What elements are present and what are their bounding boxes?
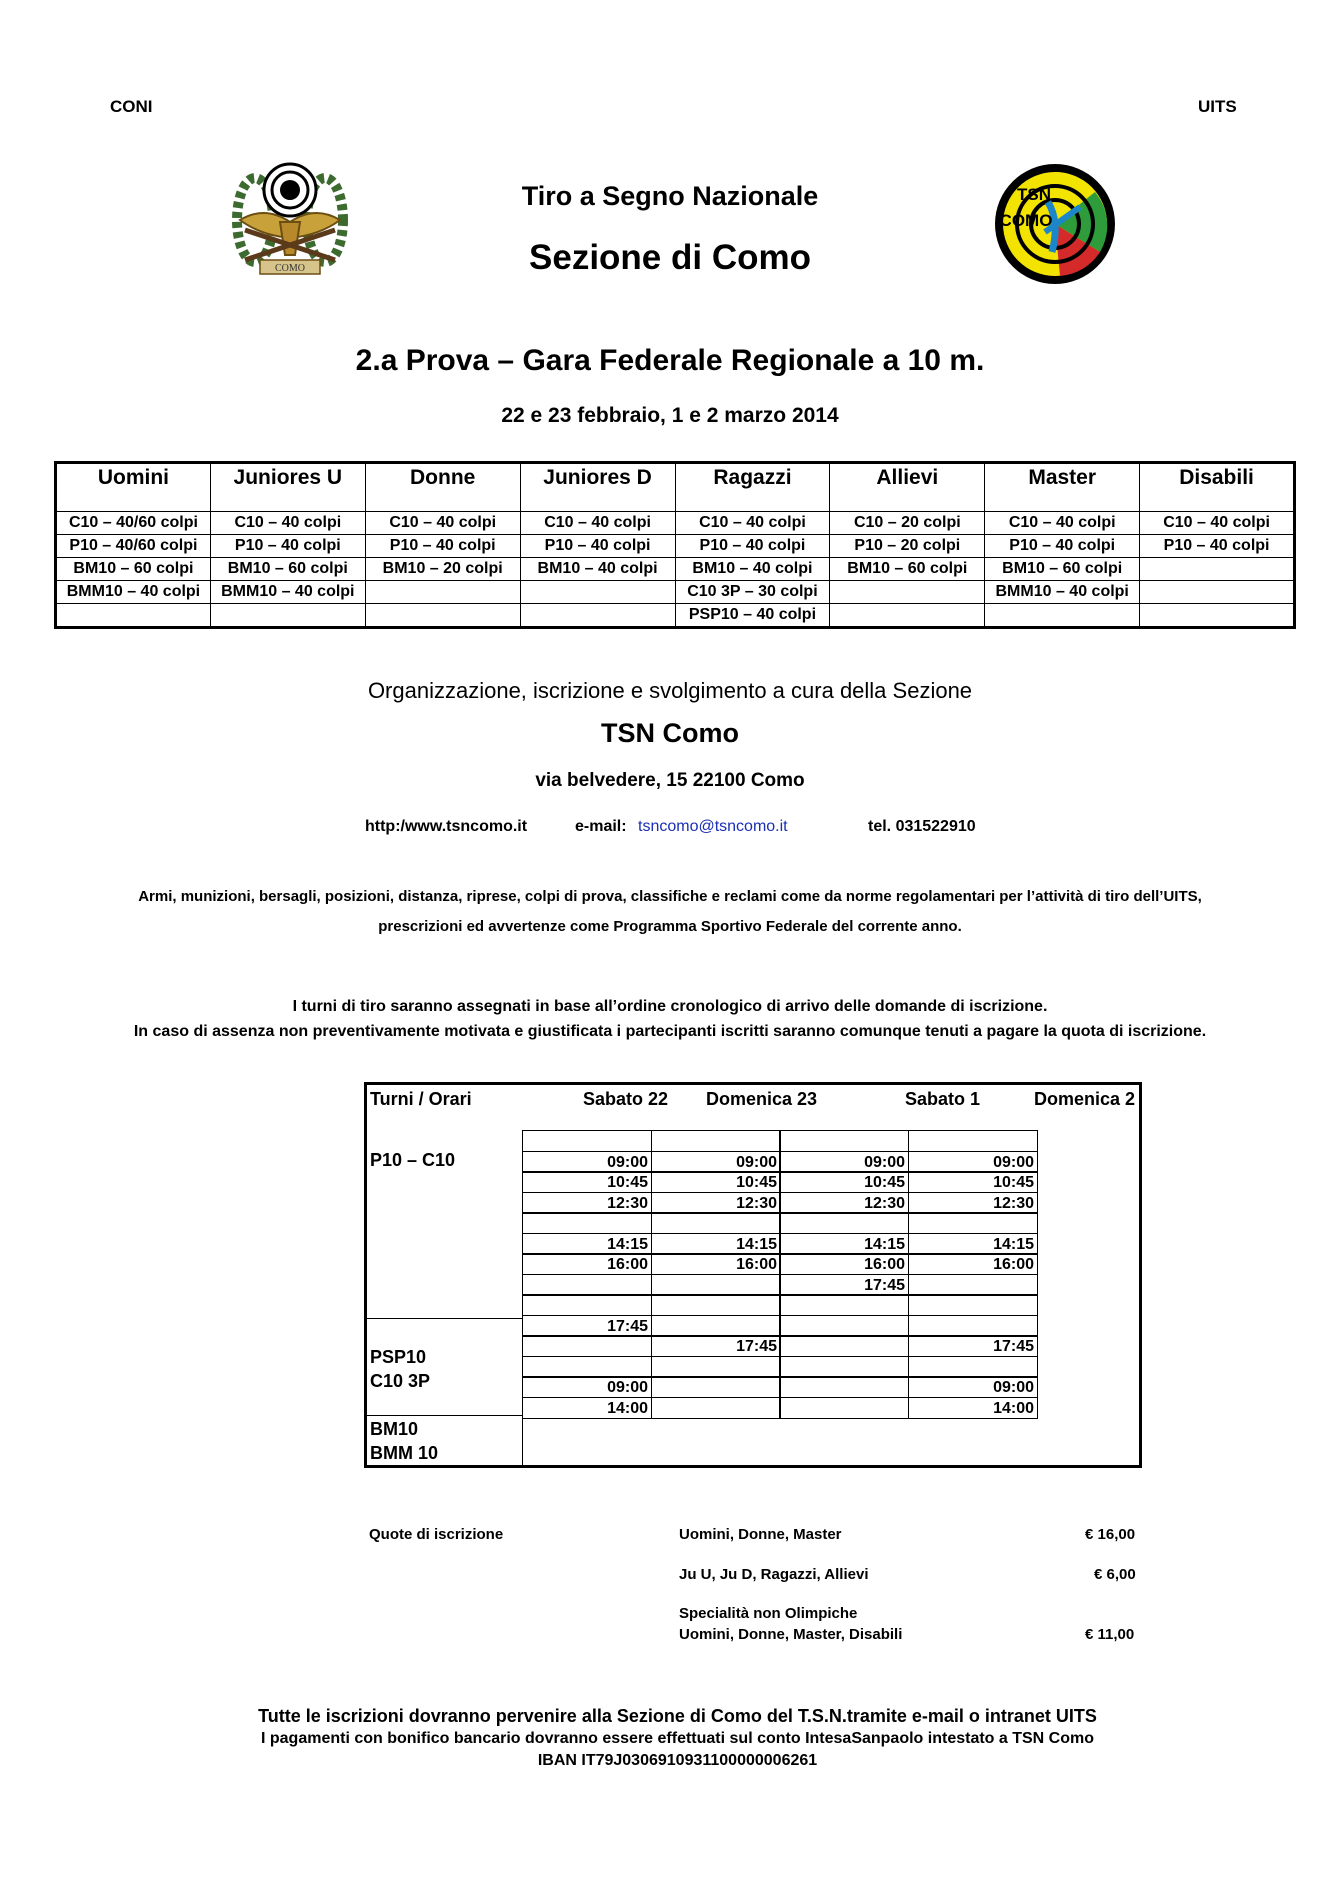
schedule-cell <box>651 1130 781 1152</box>
right-logo-text-top: TSN <box>1017 185 1051 204</box>
category-cell <box>210 604 365 628</box>
rules-line: Armi, munizioni, bersagli, posizioni, distanza, riprese, colpi di prova, classifiche e reclami come da norme regolamentari per l’attività di tiro dell’UITS, <box>138 888 1202 905</box>
footer-iban: IBAN IT79J0306910931100000006261 <box>537 1752 818 1769</box>
fee-category-note: Specialità non Olimpiche <box>679 1605 858 1622</box>
group-divider <box>367 1415 522 1416</box>
category-cell: BM10 – 40 colpi <box>520 558 675 581</box>
email-link[interactable]: tsncomo@tsncomo.it <box>638 818 788 835</box>
category-cell: BMM10 – 40 colpi <box>56 581 211 604</box>
right-logo-text-bottom: COMO <box>999 211 1053 230</box>
category-cell: P10 – 40/60 colpi <box>56 535 211 558</box>
schedule-cell: 14:15 <box>522 1233 652 1255</box>
schedule-header: Domenica 23 <box>706 1089 818 1109</box>
category-cell <box>365 581 520 604</box>
category-header: Juniores U <box>210 463 365 512</box>
schedule-cell: 17:45 <box>908 1335 1038 1357</box>
category-cell: C10 – 40/60 colpi <box>56 512 211 535</box>
phone-number: tel. 031522910 <box>868 818 976 835</box>
categories-table <box>54 461 1296 629</box>
schedule-cell: 12:30 <box>522 1192 652 1214</box>
categories-header-row <box>56 463 1295 512</box>
category-cell <box>365 604 520 628</box>
schedule-cell <box>779 1376 909 1398</box>
category-cell: C10 – 40 colpi <box>675 512 830 535</box>
schedule-group-label: P10 – C10 <box>370 1150 456 1170</box>
category-cell: BM10 – 60 colpi <box>210 558 365 581</box>
schedule-cell <box>908 1130 1038 1152</box>
email-label: e-mail: <box>575 818 627 835</box>
schedule-cell: 12:30 <box>908 1192 1038 1214</box>
fee-amount: € 16,00 <box>1085 1526 1136 1543</box>
schedule-header: Turni / Orari <box>370 1089 472 1109</box>
fee-category: Uomini, Donne, Master <box>679 1526 842 1543</box>
schedule-cell <box>522 1274 652 1296</box>
schedule-cell: 17:45 <box>522 1315 652 1337</box>
org-subtitle: Sezione di Como <box>529 238 811 277</box>
category-cell: BM10 – 20 colpi <box>365 558 520 581</box>
schedule-cell: 09:00 <box>779 1151 909 1173</box>
schedule-cell <box>779 1294 909 1316</box>
category-cell: BM10 – 60 colpi <box>830 558 985 581</box>
schedule-cell: 10:45 <box>522 1171 652 1193</box>
category-cell <box>830 604 985 628</box>
schedule-cell <box>651 1376 781 1398</box>
schedule-cell: 16:00 <box>908 1253 1038 1275</box>
category-cell: C10 – 40 colpi <box>1140 512 1295 535</box>
category-cell: BM10 – 60 colpi <box>56 558 211 581</box>
organization-address: via belvedere, 15 22100 Como <box>535 770 805 791</box>
schedule-cell: 09:00 <box>522 1151 652 1173</box>
fee-category: Uomini, Donne, Master, Disabili <box>679 1626 903 1643</box>
schedule-cell: 14:00 <box>908 1397 1038 1419</box>
schedule-cell: 09:00 <box>908 1151 1038 1173</box>
schedule-cell <box>779 1130 909 1152</box>
categories-row <box>56 604 1295 628</box>
schedule-cell: 16:00 <box>651 1253 781 1275</box>
schedule-cell: 09:00 <box>651 1151 781 1173</box>
event-dates: 22 e 23 febbraio, 1 e 2 marzo 2014 <box>501 404 839 427</box>
category-cell <box>520 604 675 628</box>
schedule-cell <box>779 1356 909 1378</box>
organization-name: TSN Como <box>601 718 739 748</box>
fees-label: Quote di iscrizione <box>369 1526 504 1543</box>
fee-amount: € 11,00 <box>1085 1626 1135 1643</box>
schedule-cell <box>651 1397 781 1419</box>
schedule-cell <box>522 1335 652 1357</box>
category-cell: C10 – 40 colpi <box>520 512 675 535</box>
schedule-cell <box>651 1294 781 1316</box>
uits-label: UITS <box>1198 97 1237 116</box>
schedule-cell: 10:45 <box>651 1171 781 1193</box>
schedule-cell: 14:00 <box>522 1397 652 1419</box>
schedule-group-label: PSP10 <box>370 1347 427 1367</box>
schedule-cell: 12:30 <box>651 1192 781 1214</box>
category-cell: BM10 – 60 colpi <box>985 558 1140 581</box>
schedule-cell: 10:45 <box>779 1171 909 1193</box>
category-cell: P10 – 40 colpi <box>985 535 1140 558</box>
category-cell: P10 – 40 colpi <box>210 535 365 558</box>
category-header: Disabili <box>1140 463 1295 512</box>
category-cell: C10 – 40 colpi <box>365 512 520 535</box>
category-header: Allievi <box>830 463 985 512</box>
category-header: Donne <box>365 463 520 512</box>
schedule-cell: 16:00 <box>522 1253 652 1275</box>
category-cell: BMM10 – 40 colpi <box>210 581 365 604</box>
schedule-cell <box>908 1356 1038 1378</box>
schedule-cell: 09:00 <box>908 1376 1038 1398</box>
category-cell <box>985 604 1140 628</box>
group-divider <box>367 1318 522 1319</box>
schedule-cell <box>779 1315 909 1337</box>
category-header: Master <box>985 463 1140 512</box>
event-title: 2.a Prova – Gara Federale Regionale a 10 m. <box>355 344 985 377</box>
schedule-group-label: C10 3P <box>370 1371 431 1391</box>
schedule-cell <box>779 1335 909 1357</box>
fee-category: Ju U, Ju D, Ragazzi, Allievi <box>679 1566 869 1583</box>
categories-row <box>56 512 1295 535</box>
category-header: Uomini <box>56 463 211 512</box>
category-header: Ragazzi <box>675 463 830 512</box>
notice-line: In caso di assenza non preventivamente motivata e giustificata i partecipanti iscritti saranno comunque tenuti a pagare la quota di iscrizione. <box>133 1023 1207 1040</box>
schedule-cell <box>651 1356 781 1378</box>
schedule-cell <box>779 1212 909 1234</box>
schedule-cell: 17:45 <box>779 1274 909 1296</box>
schedule-table <box>364 1082 1142 1468</box>
schedule-cell <box>908 1212 1038 1234</box>
schedule-group-label: BMM 10 <box>370 1443 439 1463</box>
schedule-cell <box>908 1315 1038 1337</box>
category-cell: C10 – 20 colpi <box>830 512 985 535</box>
schedule-cell: 09:00 <box>522 1376 652 1398</box>
category-cell <box>1140 558 1295 581</box>
category-cell <box>56 604 211 628</box>
schedule-header: Domenica 2 <box>1034 1089 1136 1109</box>
category-cell: BM10 – 40 colpi <box>675 558 830 581</box>
category-cell: BMM10 – 40 colpi <box>985 581 1140 604</box>
schedule-cell: 12:30 <box>779 1192 909 1214</box>
category-header: Juniores D <box>520 463 675 512</box>
left-logo-text: COMO <box>274 263 306 274</box>
schedule-cell: 16:00 <box>779 1253 909 1275</box>
category-cell: P10 – 40 colpi <box>1140 535 1295 558</box>
category-cell: C10 – 40 colpi <box>210 512 365 535</box>
schedule-header: Sabato 22 <box>583 1089 669 1109</box>
schedule-cell: 14:15 <box>651 1233 781 1255</box>
category-cell: PSP10 – 40 colpi <box>675 604 830 628</box>
schedule-cell <box>779 1397 909 1419</box>
category-cell: P10 – 40 colpi <box>365 535 520 558</box>
schedule-cell: 10:45 <box>908 1171 1038 1193</box>
categories-row <box>56 581 1295 604</box>
category-cell: C10 – 40 colpi <box>985 512 1140 535</box>
schedule-cell <box>908 1294 1038 1316</box>
schedule-cell <box>651 1274 781 1296</box>
coni-label: CONI <box>110 97 153 116</box>
rules-line: prescrizioni ed avvertenze come Programma Sportivo Federale del corrente anno. <box>378 918 962 935</box>
schedule-cell <box>522 1294 652 1316</box>
schedule-cell <box>908 1274 1038 1296</box>
category-cell: P10 – 40 colpi <box>675 535 830 558</box>
footer-registration-note: Tutte le iscrizioni dovranno pervenire alla Sezione di Como del T.S.N.tramite e-mail o intranet UITS <box>258 1706 1097 1726</box>
notice-line: I turni di tiro saranno assegnati in base all’ordine cronologico di arrivo delle domande di iscrizione. <box>292 998 1048 1015</box>
categories-row <box>56 535 1295 558</box>
category-cell <box>1140 604 1295 628</box>
org-title: Tiro a Segno Nazionale <box>521 181 819 211</box>
schedule-cell: 14:15 <box>908 1233 1038 1255</box>
schedule-cell: 14:15 <box>779 1233 909 1255</box>
tsn-como-logo <box>990 162 1120 287</box>
schedule-cell <box>651 1212 781 1234</box>
category-cell <box>830 581 985 604</box>
website-link[interactable]: http:/www.tsncomo.it <box>365 818 528 835</box>
contacts-row <box>0 818 1340 838</box>
schedule-header: Sabato 1 <box>905 1089 981 1109</box>
footer-payment-note: I pagamenti con bonifico bancario dovranno essere effettuati sul conto IntesaSanpaolo intestato a TSN Como <box>260 1730 1094 1747</box>
schedule-group-label: BM10 <box>370 1419 419 1439</box>
organization-intro: Organizzazione, iscrizione e svolgimento a cura della Sezione <box>367 678 973 703</box>
fee-amount: € 6,00 <box>1094 1566 1136 1583</box>
category-cell: P10 – 40 colpi <box>520 535 675 558</box>
schedule-cell <box>522 1212 652 1234</box>
category-cell <box>520 581 675 604</box>
schedule-cell: 17:45 <box>651 1335 781 1357</box>
category-cell: P10 – 20 colpi <box>830 535 985 558</box>
schedule-cell <box>651 1315 781 1337</box>
category-cell <box>1140 581 1295 604</box>
category-cell: C10 3P – 30 colpi <box>675 581 830 604</box>
schedule-cell <box>522 1356 652 1378</box>
categories-row <box>56 558 1295 581</box>
schedule-cell <box>522 1130 652 1152</box>
